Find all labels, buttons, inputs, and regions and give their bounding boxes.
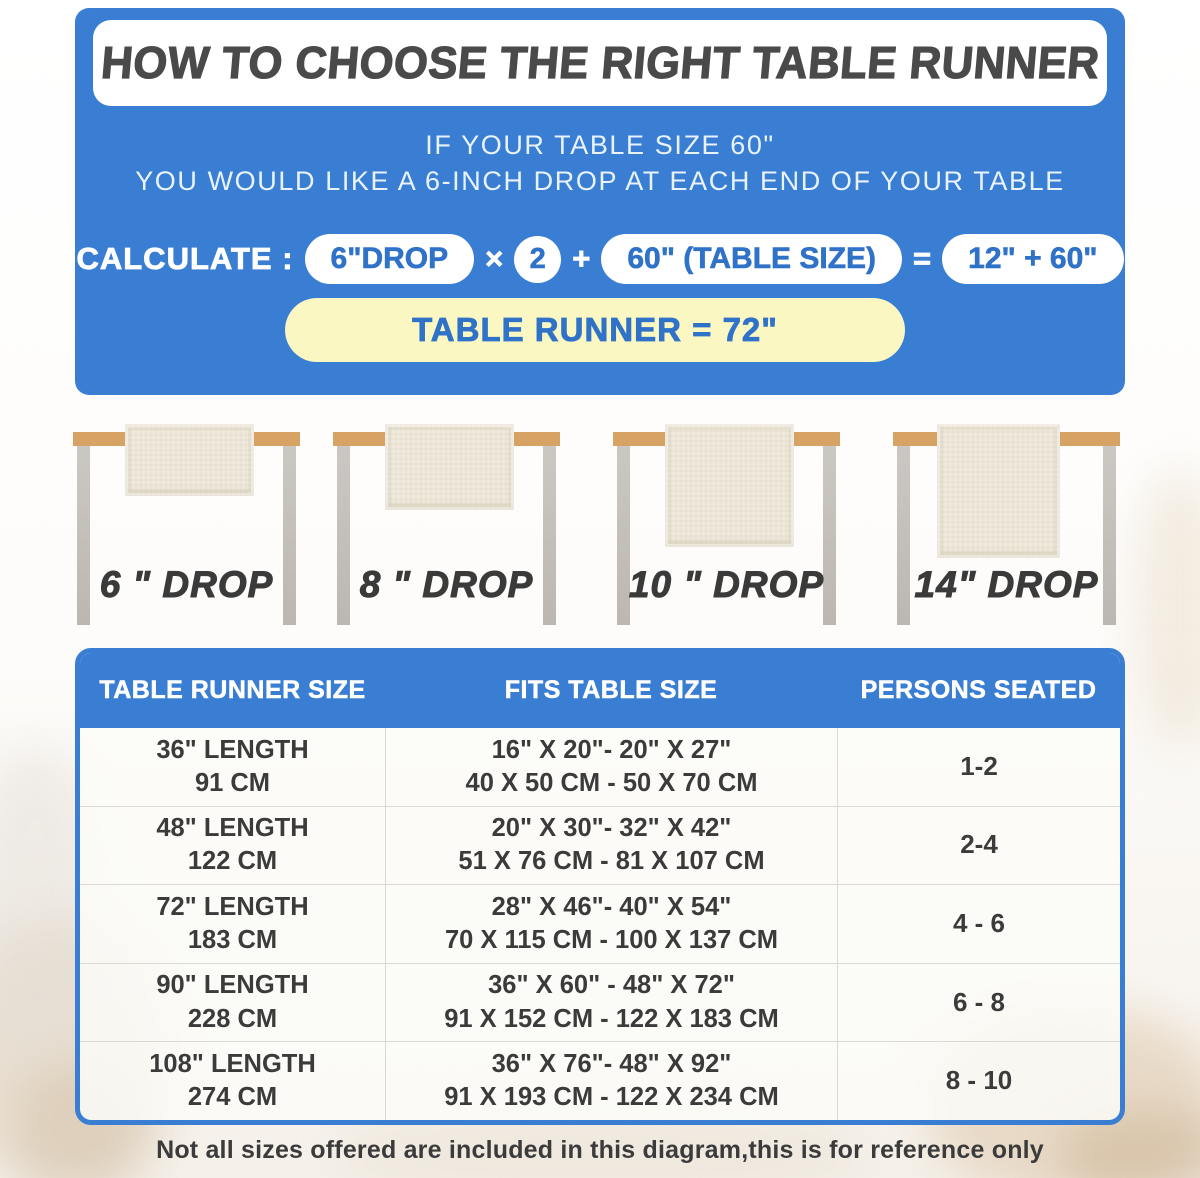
persons-value: 6 - 8 xyxy=(952,986,1006,1017)
calculate-label: CALCULATE : xyxy=(76,241,294,276)
multiply-sign: × xyxy=(485,241,504,276)
fits-size-cell xyxy=(385,1042,837,1120)
runner-size-cm: 183 CM xyxy=(187,925,278,954)
runner-size-cm: 122 CM xyxy=(187,847,278,876)
column-header-persons: PERSONS SEATED xyxy=(860,676,1097,704)
fits-size-inches: 28" X 46"- 40" X 54" xyxy=(491,892,732,921)
runner-size-cm: 228 CM xyxy=(187,1004,278,1033)
fits-size-cm: 51 X 76 CM - 81 X 107 CM xyxy=(458,847,765,876)
persons-value: 2-4 xyxy=(960,829,998,860)
subtitle-line-1: IF YOUR TABLE SIZE 60" xyxy=(425,130,775,160)
runner-size-cell xyxy=(80,964,385,1042)
multiplier-badge: 2 xyxy=(514,236,561,283)
fits-size-cm: 91 X 152 CM - 122 X 183 CM xyxy=(444,1004,779,1033)
drop-figure-14in xyxy=(893,432,1120,642)
fits-size-cm: 91 X 193 CM - 122 X 234 CM xyxy=(444,1083,779,1112)
drop-label: 6 " DROP xyxy=(99,564,274,605)
background-blur xyxy=(1135,470,1200,750)
subtitle-line-2: YOU WOULD LIKE A 6-INCH DROP AT EACH END OF YOUR TABLE xyxy=(135,166,1065,196)
fits-size-cell xyxy=(385,885,837,963)
persons-cell xyxy=(837,964,1120,1042)
runner-size-cell xyxy=(80,728,385,806)
runner-size-cell xyxy=(80,807,385,885)
persons-cell xyxy=(837,807,1120,885)
size-chart-header xyxy=(80,653,1120,728)
fits-size-cm: 40 X 50 CM - 50 X 70 CM xyxy=(465,768,758,797)
persons-value: 1-2 xyxy=(960,750,998,781)
footer-note: Not all sizes offered are included in this diagram,this is for reference only xyxy=(156,1136,1044,1164)
persons-cell xyxy=(837,885,1120,963)
persons-cell xyxy=(837,1042,1120,1120)
drop-pill: 6"DROP xyxy=(305,234,475,284)
drop-label: 8 " DROP xyxy=(359,564,534,605)
page-title: HOW TO CHOOSE THE RIGHT TABLE RUNNER xyxy=(98,37,1102,88)
table-row xyxy=(80,728,1120,806)
fits-size-inches: 36" X 60" - 48" X 72" xyxy=(488,971,735,1000)
runner-cloth xyxy=(665,424,794,547)
runner-size-cm: 91 CM xyxy=(194,768,271,797)
runner-result-pill: TABLE RUNNER = 72" xyxy=(285,298,905,362)
persons-cell xyxy=(837,728,1120,806)
table-row xyxy=(80,884,1120,963)
calculate-row xyxy=(75,234,1125,284)
persons-value: 8 - 10 xyxy=(945,1065,1013,1096)
column-header-runner-size: TABLE RUNNER SIZE xyxy=(99,676,366,704)
title-banner xyxy=(93,20,1107,106)
table-row xyxy=(80,806,1120,885)
sum-pill: 12" + 60" xyxy=(942,234,1123,284)
table-row xyxy=(80,963,1120,1042)
table-size-pill: 60" (TABLE SIZE) xyxy=(601,234,902,284)
size-chart-body xyxy=(80,728,1120,1120)
drop-figure-10in xyxy=(613,432,840,642)
drop-label: 10 " DROP xyxy=(628,564,825,605)
runner-size-cm: 274 CM xyxy=(187,1083,278,1112)
hero-panel xyxy=(75,8,1125,395)
fits-size-cm: 70 X 115 CM - 100 X 137 CM xyxy=(444,925,779,954)
column-header-fits-size: FITS TABLE SIZE xyxy=(504,676,718,704)
drop-label: 14" DROP xyxy=(914,564,1099,605)
fits-size-cell xyxy=(385,807,837,885)
runner-size-inches: 72" LENGTH xyxy=(156,892,309,921)
equals-sign: = xyxy=(913,241,932,276)
table-row xyxy=(80,1041,1120,1120)
runner-cloth xyxy=(937,424,1060,558)
fits-size-cell xyxy=(385,964,837,1042)
fits-size-inches: 16" X 20"- 20" X 27" xyxy=(491,735,732,764)
plus-sign: + xyxy=(572,241,591,276)
persons-value: 4 - 6 xyxy=(952,908,1006,939)
runner-size-inches: 48" LENGTH xyxy=(156,814,309,843)
runner-size-inches: 108" LENGTH xyxy=(149,1050,316,1079)
size-chart xyxy=(75,648,1125,1125)
drop-figure-8in xyxy=(333,432,560,642)
runner-cloth xyxy=(385,424,514,510)
runner-size-cell xyxy=(80,885,385,963)
fits-size-inches: 36" X 76"- 48" X 92" xyxy=(491,1050,732,1079)
drop-figure-6in xyxy=(73,432,300,642)
runner-cloth xyxy=(125,424,254,496)
fits-size-inches: 20" X 30"- 32" X 42" xyxy=(491,814,732,843)
fits-size-cell xyxy=(385,728,837,806)
runner-size-inches: 90" LENGTH xyxy=(156,971,309,1000)
runner-size-cell xyxy=(80,1042,385,1120)
runner-size-inches: 36" LENGTH xyxy=(156,735,309,764)
